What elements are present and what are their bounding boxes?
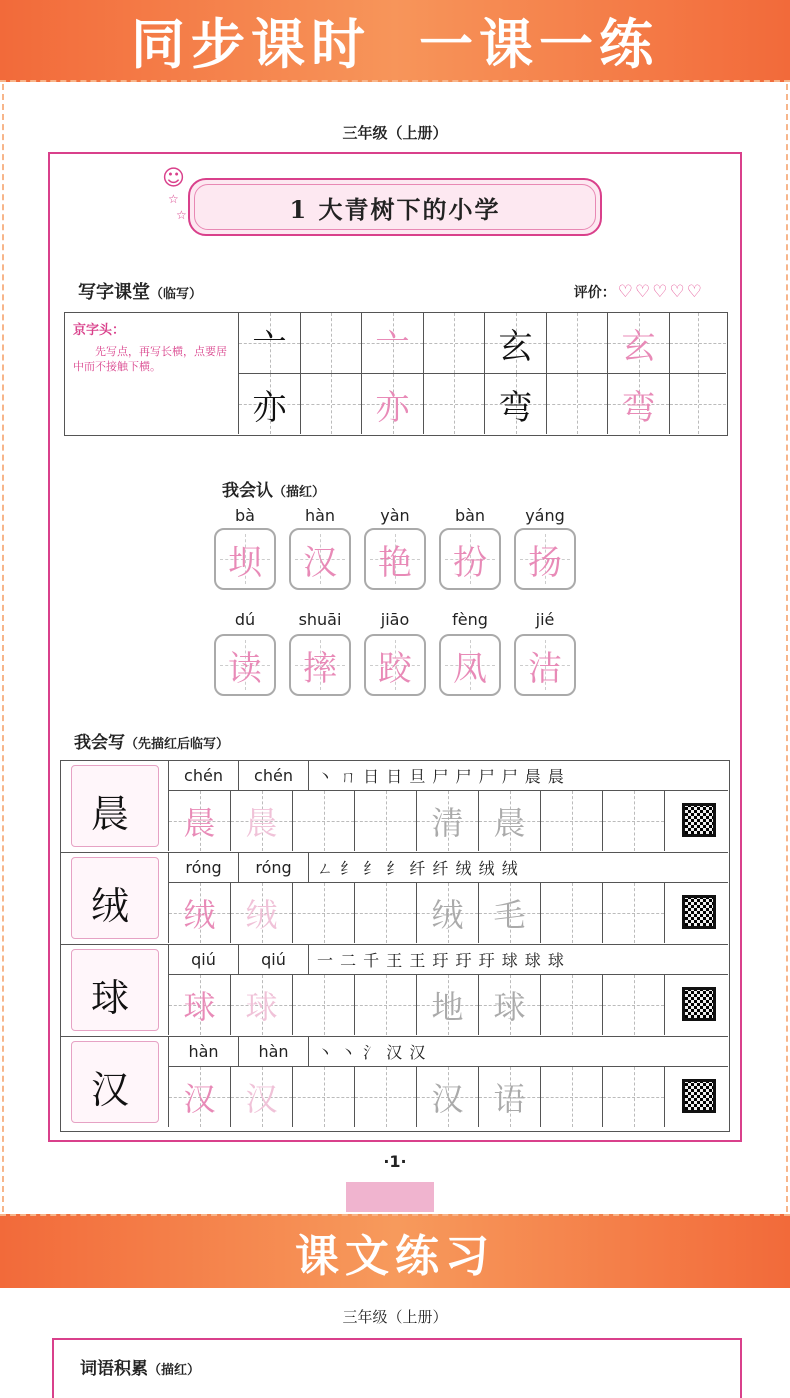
grid-cell[interactable]: [355, 975, 417, 1035]
write-row: [61, 945, 728, 1037]
char-guide: 绒: [61, 853, 169, 943]
grid-cell: 亦: [239, 374, 301, 434]
pinyin: shuāi: [298, 610, 342, 629]
grid-cell[interactable]: [355, 791, 417, 851]
right-dash-border: [786, 84, 788, 1212]
grid-cell[interactable]: [355, 883, 417, 943]
grid-cell: 弯: [485, 374, 547, 434]
trace-cell[interactable]: 汉: [231, 1067, 293, 1127]
pinyin: bàn: [454, 506, 486, 525]
word-cell[interactable]: 球: [479, 975, 541, 1035]
write-row: [61, 761, 728, 853]
pinyin: róng: [169, 853, 239, 883]
grid-cell[interactable]: [301, 374, 362, 434]
grid-cell[interactable]: [293, 883, 355, 943]
grid-cell: 弯: [608, 374, 670, 434]
trace-cell[interactable]: 晨: [231, 791, 293, 851]
qr-code-icon[interactable]: [682, 987, 716, 1021]
stroke-order: 丶 丶 氵 汉 汉: [309, 1037, 728, 1067]
grid-cell[interactable]: [293, 791, 355, 851]
pinyin: jiāo: [380, 610, 410, 629]
grid-cell[interactable]: [603, 1067, 665, 1127]
trace-char-box[interactable]: 艳: [364, 528, 426, 590]
page-tab: [346, 1182, 434, 1212]
writing-class-heading: 写字课堂（临写）: [78, 282, 203, 303]
page-number: ·1·: [383, 1152, 407, 1171]
grid-cell[interactable]: [603, 883, 665, 943]
banner-left-text: 同步课时: [131, 11, 371, 76]
grid-cell[interactable]: [424, 313, 485, 374]
bottom-banner: [0, 1214, 790, 1288]
heart-icon[interactable]: ♡: [635, 282, 651, 302]
grid-cell[interactable]: [603, 975, 665, 1035]
star-icon: ☆: [176, 208, 187, 222]
trace-char-box[interactable]: 扮: [439, 528, 501, 590]
word-cell[interactable]: 毛: [479, 883, 541, 943]
tip-heading: 京字头：: [73, 323, 126, 338]
grid-cell: 玄: [485, 313, 547, 374]
pinyin: yáng: [525, 506, 565, 525]
word-cell[interactable]: 语: [479, 1067, 541, 1127]
grid-cell: 亦: [362, 374, 424, 434]
worksheet-frame-2: [52, 1338, 742, 1398]
grid-cell[interactable]: [547, 374, 608, 434]
grid-cell[interactable]: [670, 374, 726, 434]
heart-icon[interactable]: ♡: [652, 282, 668, 302]
left-dash-border: [2, 84, 4, 1212]
pinyin: jié: [535, 610, 555, 629]
heart-icon[interactable]: ♡: [617, 282, 633, 302]
stroke-order: 一 二 千 王 王 玗 玗 玗 球 球 球: [309, 945, 728, 975]
vocab-heading: 词语积累（描红）: [80, 1359, 201, 1379]
trace-char-box[interactable]: 凤: [439, 634, 501, 696]
grid-cell: 亠: [239, 313, 301, 374]
banner-right-text: 一课一练: [419, 11, 659, 76]
word-cell[interactable]: 清: [417, 791, 479, 851]
tip-body: 先写点，再写长横，点要居中而不接触下横。: [73, 345, 227, 373]
char-guide: 球: [61, 945, 169, 1035]
pinyin: fèng: [452, 610, 488, 629]
grid-cell[interactable]: [541, 791, 603, 851]
trace-cell[interactable]: 绒: [231, 883, 293, 943]
stroke-order: 丶 ㄇ 日 日 旦 尸 尸 尸 尸 晨 晨: [309, 761, 728, 791]
recognize-heading: 我会认（描红）: [222, 481, 326, 501]
grid-cell[interactable]: [293, 975, 355, 1035]
pinyin: qiú: [169, 945, 239, 975]
heart-icon[interactable]: ♡: [669, 282, 685, 302]
writing-tip: [65, 313, 239, 434]
grid-cell: 玄: [608, 313, 670, 374]
word-cell[interactable]: 晨: [479, 791, 541, 851]
qr-code-icon[interactable]: [682, 803, 716, 837]
pinyin: qiú: [239, 945, 309, 975]
trace-cell[interactable]: 汉: [169, 1067, 231, 1127]
grid-cell[interactable]: [541, 1067, 603, 1127]
trace-char-box[interactable]: 坝: [214, 528, 276, 590]
lesson-title: 1 大青树下的小学: [289, 194, 501, 224]
grade-label: 三年级（上册）: [342, 124, 448, 142]
write-row: [61, 853, 728, 945]
trace-cell[interactable]: 球: [231, 975, 293, 1035]
grid-cell[interactable]: [424, 374, 485, 434]
char-guide: 晨: [61, 761, 169, 851]
write-practice-table: [60, 760, 730, 1132]
grid-cell[interactable]: [670, 313, 726, 374]
word-cell[interactable]: 绒: [417, 883, 479, 943]
pinyin: bà: [235, 506, 255, 525]
trace-char-box[interactable]: 读: [214, 634, 276, 696]
grid-cell[interactable]: [301, 313, 362, 374]
trace-char-box[interactable]: 汉: [289, 528, 351, 590]
trace-cell[interactable]: 绒: [169, 883, 231, 943]
trace-char-box[interactable]: 扬: [514, 528, 576, 590]
grid-cell[interactable]: [547, 313, 608, 374]
word-cell[interactable]: 地: [417, 975, 479, 1035]
grid-cell[interactable]: [541, 975, 603, 1035]
pinyin: hàn: [239, 1037, 309, 1067]
lesson-title-box: [188, 178, 602, 236]
pinyin: róng: [239, 853, 309, 883]
grid-cell[interactable]: [293, 1067, 355, 1127]
rating: [574, 282, 702, 302]
cat-icon: ☺: [162, 166, 185, 191]
write-heading: 我会写（先描红后临写）: [74, 733, 230, 753]
pinyin: chén: [169, 761, 239, 791]
word-cell[interactable]: 汉: [417, 1067, 479, 1127]
pinyin: hàn: [304, 506, 336, 525]
qr-code-icon[interactable]: [682, 895, 716, 929]
grid-cell: 亠: [362, 313, 424, 374]
pinyin: chén: [239, 761, 309, 791]
trace-cell[interactable]: 晨: [169, 791, 231, 851]
trace-char-box[interactable]: 洁: [514, 634, 576, 696]
grid-cell[interactable]: [541, 883, 603, 943]
grid-cell[interactable]: [603, 791, 665, 851]
pinyin: yàn: [380, 506, 410, 525]
qr-code-icon[interactable]: [682, 1079, 716, 1113]
char-guide: 汉: [61, 1037, 169, 1127]
trace-char-box[interactable]: 跤: [364, 634, 426, 696]
bottom-banner-text: 课文练习: [295, 1231, 495, 1282]
grade-label-2: 三年级（上册）: [342, 1308, 448, 1326]
grid-cell[interactable]: [355, 1067, 417, 1127]
pinyin: hàn: [169, 1037, 239, 1067]
write-row: [61, 1037, 728, 1129]
trace-char-box[interactable]: 摔: [289, 634, 351, 696]
rating-label: 评价：: [573, 285, 616, 301]
star-icon: ☆: [168, 192, 179, 206]
top-banner: [0, 0, 790, 82]
heart-icon[interactable]: ♡: [686, 282, 702, 302]
stroke-order: ㄥ 纟 纟 纟 纤 纤 绒 绒 绒: [309, 853, 728, 883]
pinyin: dú: [234, 610, 256, 629]
writing-grid-table: [64, 312, 728, 436]
trace-cell[interactable]: 球: [169, 975, 231, 1035]
worksheet-frame: [48, 152, 742, 1142]
